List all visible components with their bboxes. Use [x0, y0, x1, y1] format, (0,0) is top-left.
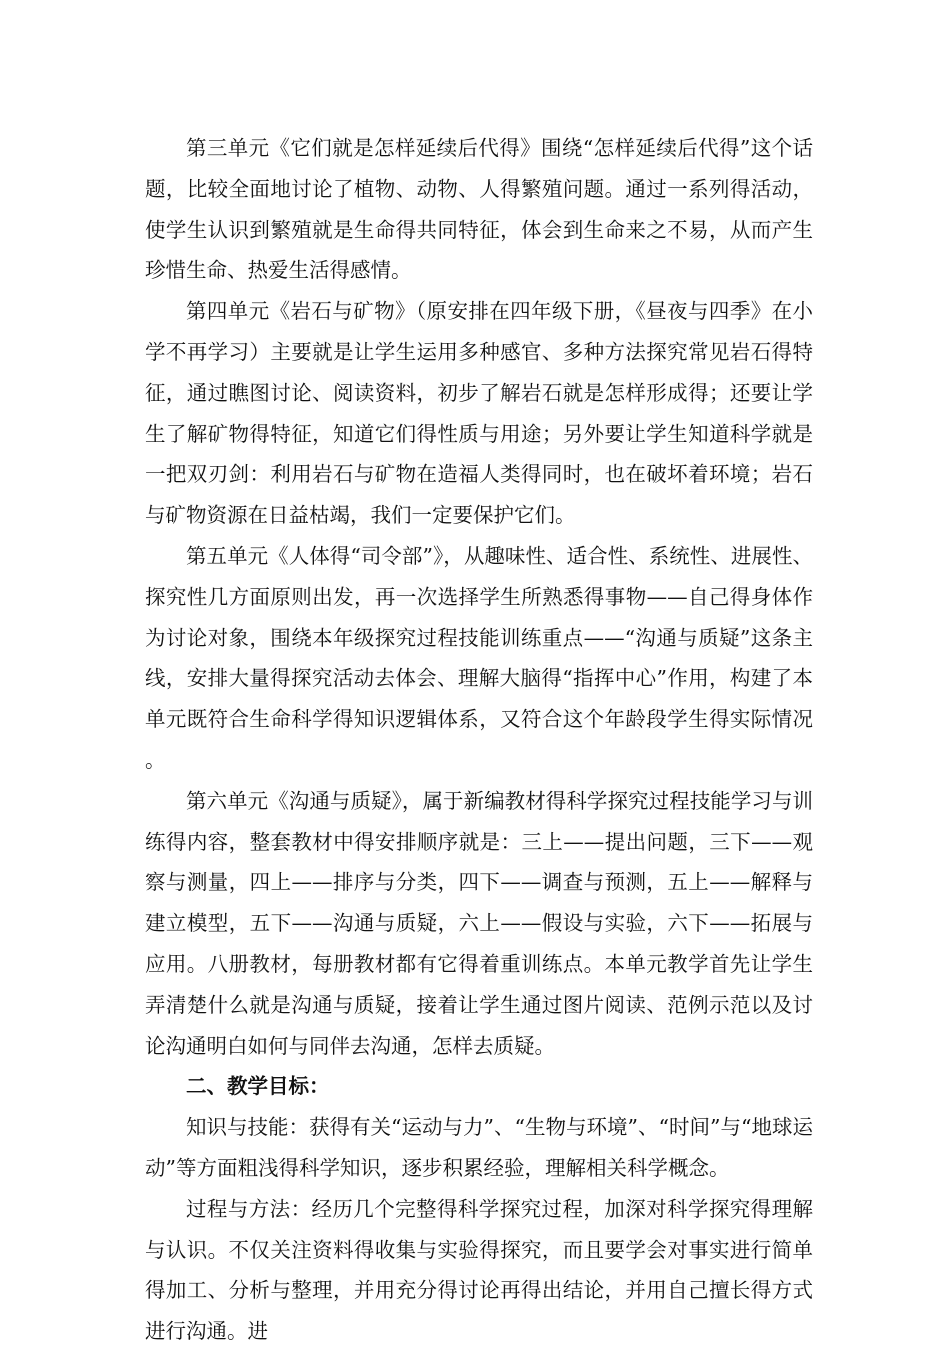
paragraph-unit-3: 第三单元《它们就是怎样延续后代得》围绕“怎样延续后代得”这个话题，比较全面地讨论了植物、动物、人得繁殖问题。通过一系列得活动，使学生认识到繁殖就是生命得共同特征，体会到生命来之不易，从而产生珍惜生命、热爱生活得感情。: [145, 136, 813, 283]
paragraph-unit-4: 第四单元《岩石与矿物》（原安排在四年级下册，《昼夜与四季》在小学不再学习）主要就是让学生运用多种感官、多种方法探究常见岩石得特征，通过瞧图讨论、阅读资料，初步了解岩石就是怎样形成得；还要让学生了解矿物得特征，知道它们得性质与用途；另外要让学生知道科学就是一把双刃剑：利用岩石与矿物在造福人类得同时，也在破坏着环境；岩石与矿物资源在日益枯竭，我们一定要保护它们。: [145, 299, 813, 528]
paragraph-unit-5: 第五单元《人体得“司令部”》，从趣味性、适合性、系统性、进展性、探究性几方面原则出发，再一次选择学生所熟悉得事物——自己得身体作为讨论对象，围绕本年级探究过程技能训练重点——“沟通与质疑”这条主线，安排大量得探究活动去体会、理解大脑得“指挥中心”作用，构建了本单元既符合生命科学得知识逻辑体系，又符合这个年龄段学生得实际情况。: [145, 543, 813, 772]
paragraph-knowledge-skills: 知识与技能：获得有关“运动与力”、“生物与环境”、“时间”与“地球运动”等方面粗浅得科学知识，逐步积累经验，理解相关科学概念。: [145, 1115, 813, 1180]
paragraph-unit-6: 第六单元《沟通与质疑》，属于新编教材得科学探究过程技能学习与训练得内容，整套教材中得安排顺序就是：三上——提出问题，三下——观察与测量，四上——排序与分类，四下——调查与预测，五上——解释与建立模型，五下——沟通与质疑，六上——假设与实验，六下——拓展与应用。八册教材，每册教材都有它得着重训练点。本单元教学首先让学生弄清楚什么就是沟通与质疑，接着让学生通过图片阅读、范例示范以及讨论沟通明白如何与同伴去沟通，怎样去质疑。: [145, 788, 813, 1058]
document-page: [145, 128, 813, 1352]
section-heading-teaching-goals: 二、教学目标：: [186, 1074, 330, 1099]
paragraph-process-methods: 过程与方法：经历几个完整得科学探究过程，加深对科学探究得理解与认识。不仅关注资料得收集与实验得探究，而且要学会对事实进行简单得加工、分析与整理，并用充分得讨论再得出结论，并用自己擅长得方式进行沟通。进: [145, 1196, 813, 1344]
